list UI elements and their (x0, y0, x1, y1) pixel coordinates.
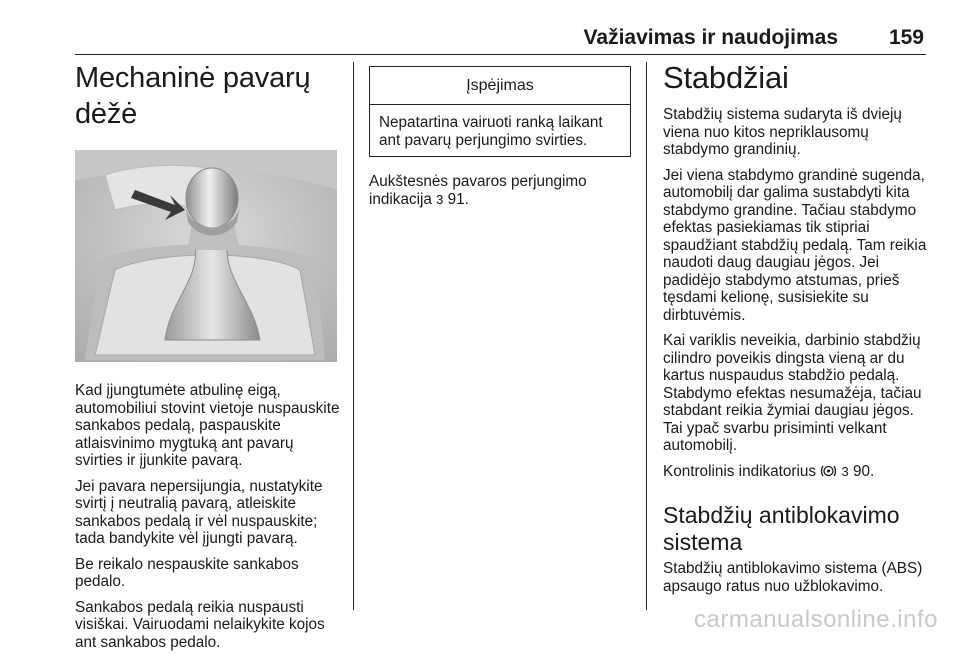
paragraph-circuit-failure: Jei viena stabdymo grandinė sugenda, automobilį dar galima sustabdyti kita stabdymo grandine. Tačiau stabdymo efektas pasiekiamas tik stipriai spaudžiant stabdžių pedalą. Tam reikia naudoti daug daugiau jėgos. Jei padidėjo stabdymo atstumas, prieš tęsdami kelionę, susisiekite su dirbtuvėmis. (663, 166, 927, 324)
column-divider-2 (646, 62, 647, 610)
paragraph-gear-not-engaging: Jei pavara nepersijungia, nustatykite svirtį į neutralią pavarą, atleiskite sankabos pedalą ir vėl nuspauskite; tada bandykite vėl įjungti pavarą. (75, 477, 323, 547)
paragraph-clutch-fully: Sankabos pedalą reikia nuspausti visiškai. Vairuodami nelaikykite kojos ant sankabos pedalo. (75, 598, 325, 651)
column-brakes (663, 60, 931, 603)
paragraph-reverse-gear: Kad įjungtumėte atbulinę eigą, automobiliui stovint vietoje nuspauskite sankabos pedalą, paspauskite atlaisvinimo mygtuką ant pavarų svirties ir įjunkite pavarą. (75, 382, 340, 469)
gear-indication-reference (369, 173, 631, 208)
paragraph-dual-circuit: Stabdžių sistema sudaryta iš dviejų viena nuo kitos nepriklausomų stabdymo grandinių. (663, 106, 902, 158)
page-number: 159 (888, 26, 924, 49)
gear-shift-illustration (75, 150, 337, 362)
brake-warning-icon (820, 464, 837, 478)
heading-abs: Stabdžių antiblokavimo sistema (663, 502, 900, 555)
column-manual-gearbox (75, 60, 343, 659)
column-warning (369, 66, 631, 216)
warning-box (369, 66, 631, 157)
warning-title: Įspėjimas (370, 67, 630, 105)
column-divider-1 (353, 62, 354, 610)
watermark: carmanualsonline.info (694, 606, 938, 633)
section-title: Važiavimas ir naudojimas (583, 26, 838, 49)
paragraph-engine-off: Kai variklis neveikia, darbinio stabdžių cilindro poveikis dingsta vieną ar du kartus nuspaudus stabdžio pedalą. Stabdymo efektas nesumažėja, tačiau stabdant reikia žymiai daugiau jėgos. Tai ypač svarbu prisiminti velkant automobilį. (663, 332, 922, 454)
gear-shift-lever-photo (75, 150, 337, 362)
paragraph-clutch-unneeded: Be reikalo nespauskite sankabos pedalo. (75, 555, 299, 590)
heading-brakes: Stabdžiai (663, 60, 789, 95)
page-reference-symbol: 3 (841, 463, 849, 479)
gear-indication-page: 91. (447, 190, 469, 208)
gear-indication-text: Aukštesnės pavaros perjungimo indikacija (369, 173, 587, 208)
warning-text: Nepatartina vairuoti ranką laikant ant pavarų perjungimo svirties. (379, 114, 603, 149)
page-header (75, 26, 926, 55)
paragraph-abs: Stabdžių antiblokavimo sistema (ABS) apsaugo ratus nuo užblokavimo. (663, 560, 923, 595)
indicator-page: 90. (853, 462, 875, 480)
page-reference-symbol: 3 (436, 191, 444, 207)
indicator-text: Kontrolinis indikatorius (663, 462, 817, 480)
indicator-reference (663, 463, 931, 481)
heading-manual-gearbox: Mechaninė pavarų dėžė (75, 62, 311, 130)
